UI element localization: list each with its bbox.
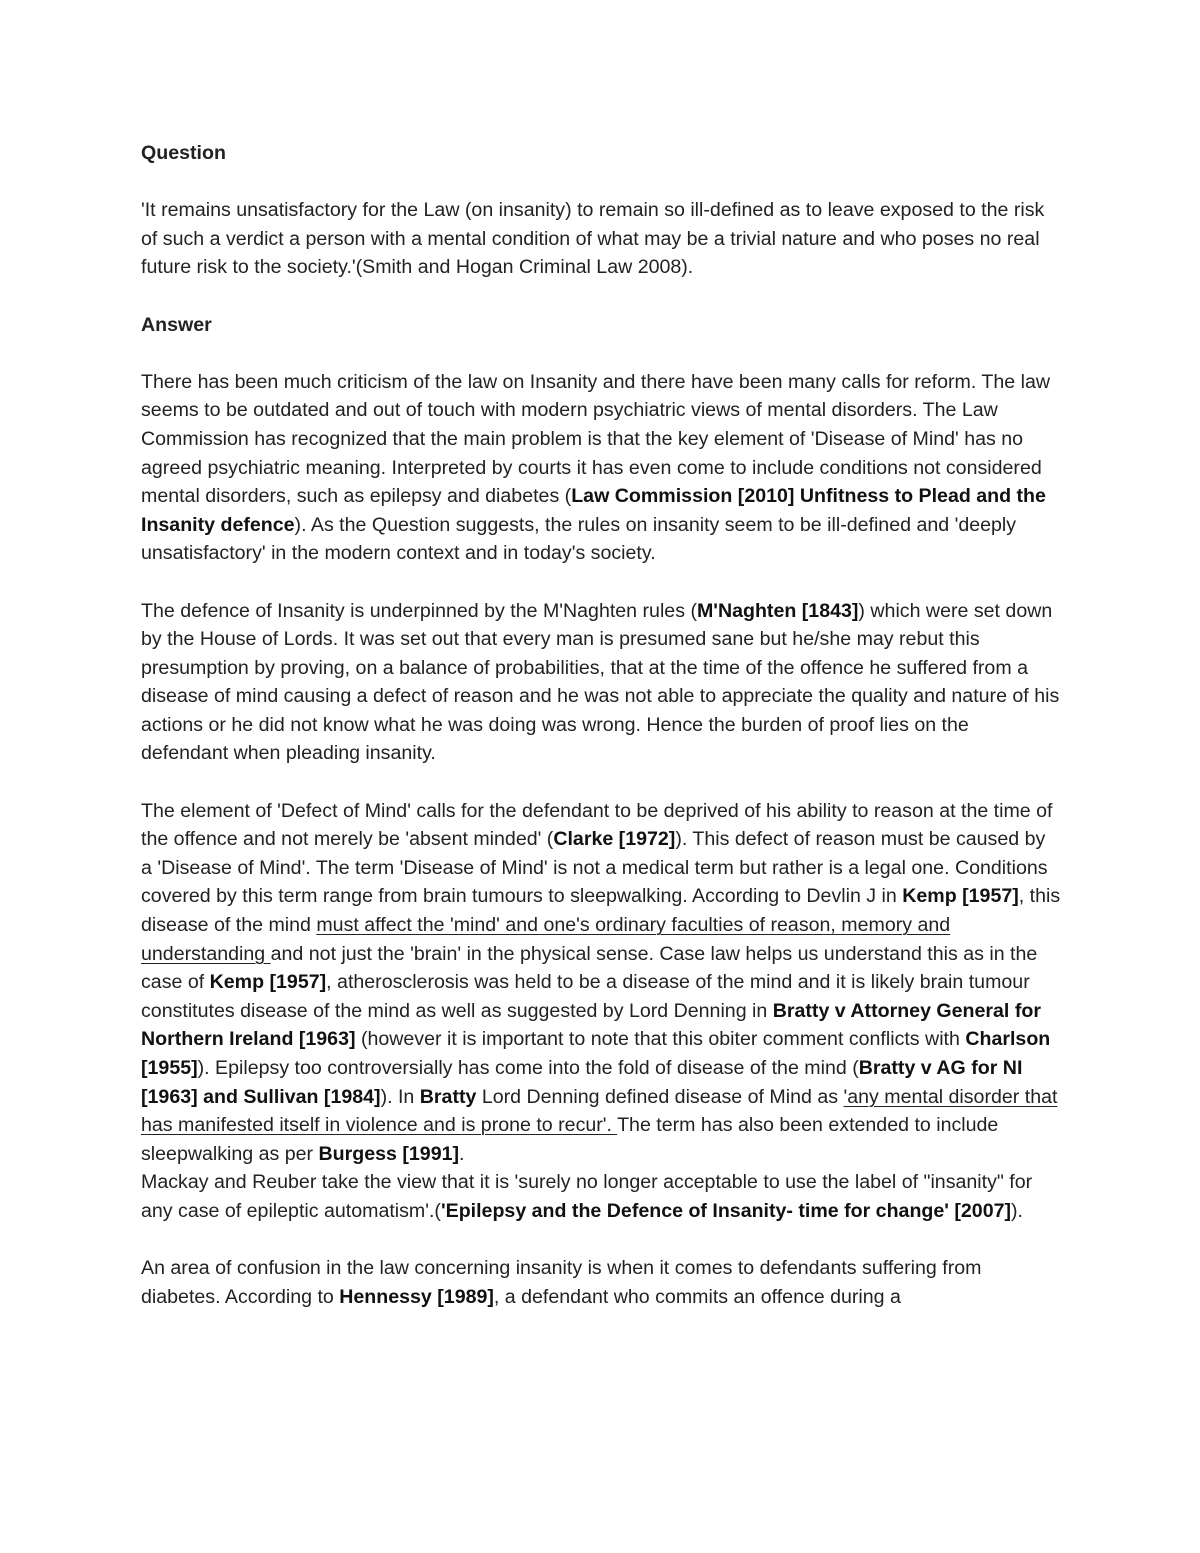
paragraph-text: ).	[1011, 1199, 1023, 1222]
paragraph-text: (however it is important to note that this obiter comment conflicts with	[355, 1028, 966, 1051]
answer-heading: Answer	[141, 313, 212, 336]
case-citation: Bratty v AG for NI [1963] and Sullivan [1984]	[141, 1057, 1023, 1108]
paragraph-text: ). This defect of reason must be caused by a 'Disease of Mind'. The term 'Disease of Mind' is not a medical term but rather is a legal one. Conditions covered by this term range from brain tumours to sleepwalking. According to Devlin J in	[141, 828, 1048, 908]
case-citation: Clarke [1972]	[553, 828, 676, 851]
underlined-quote: 'any mental disorder that has manifested itself in violence and is prone to recur'.	[141, 1085, 1058, 1137]
paragraph-text: ). Epilepsy too controversially has come into the fold of disease of the mind (	[197, 1057, 859, 1079]
paragraph-text: , atherosclerosis was held to be a disease of the mind and it is likely brain tumour constitutes disease of the mind as well as suggested by Lord Denning in	[141, 971, 1030, 1022]
paragraph-text: Mackay and Reuber take the view that it is 'surely no longer acceptable to use the label of "insanity" for any case of epileptic automatism'.(	[141, 1171, 1033, 1222]
paragraph-text: The defence of Insanity is underpinned by the M'Naghten rules (	[141, 599, 697, 622]
case-citation: Law Commission [2010] Unfitness to Plead and the Insanity defence	[141, 485, 1046, 536]
underlined-quote: must affect the 'mind' and one's ordinary faculties of reason, memory and understanding	[141, 914, 951, 965]
case-citation: Kemp [1957]	[209, 971, 327, 994]
case-citation: Burgess [1991]	[318, 1142, 460, 1165]
paragraph-text: The term has also been extended to include sleepwalking as per	[141, 1114, 999, 1165]
paragraph-diabetes	[141, 1254, 1061, 1311]
article-citation: 'Epilepsy and the Defence of Insanity- time for change' [2007]	[440, 1199, 1012, 1222]
case-citation: Bratty v Attorney General for Northern Ireland [1963]	[141, 999, 1041, 1051]
paragraph-criticism	[141, 368, 1061, 568]
paragraph-text: ). In	[380, 1085, 420, 1108]
paragraph-mackay-reuber	[141, 1168, 1061, 1225]
paragraph-text: .	[459, 1142, 465, 1165]
case-citation: Bratty	[419, 1085, 477, 1108]
paragraph-mnaghten-rules	[141, 597, 1061, 769]
case-citation: Hennessy [1989]	[339, 1285, 494, 1308]
question-text: 'It remains unsatisfactory for the Law (on insanity) to remain so ill-defined as to leave exposed to the risk of such a verdict a person with a mental condition of what may be a trivial nature and who poses no real future risk to the society.'(Smith and Hogan Criminal Law 2008).	[141, 199, 1045, 279]
paragraph-text: ). As the Question suggests, the rules on insanity seem to be ill-defined and 'deeply unsatisfactory' in the modern context and in today's society.	[141, 513, 1017, 565]
case-citation: Kemp [1957]	[902, 885, 1019, 908]
paragraph-text: , a defendant who commits an offence during a	[493, 1285, 901, 1308]
case-citation: Charlson [1955]	[141, 1028, 1051, 1079]
paragraph-defect-of-mind	[141, 797, 1061, 1169]
paragraph-text: The element of 'Defect of Mind' calls for the defendant to be deprived of his ability to reason at the time of the offence and not merely be 'absent minded' (	[141, 799, 1053, 851]
paragraph-text: An area of confusion in the law concerning insanity is when it comes to defendants suffering from diabetes. According to	[141, 1257, 982, 1308]
paragraph-text: , this disease of the mind	[141, 885, 1061, 937]
paragraph-text: There has been much criticism of the law on Insanity and there have been many calls for reform. The law seems to be outdated and out of touch with modern psychiatric views of mental disorders. The Law Commission has recognized that the main problem is that the key element of 'Disease of Mind' has no agreed psychiatric meaning. Interpreted by courts it has even come to include conditions not considered mental disorders, such as epilepsy and diabetes (	[141, 370, 1051, 508]
document-body	[141, 139, 1061, 1311]
paragraph-text: Lord Denning defined disease of Mind as	[476, 1085, 844, 1108]
case-citation: M'Naghten [1843]	[696, 599, 859, 622]
paragraph-text: and not just the 'brain' in the physical sense. Case law helps us understand this as in the case of	[141, 942, 1038, 994]
question-heading: Question	[141, 142, 226, 164]
paragraph-text: ) which were set down by the House of Lords. It was set out that every man is presumed sane but he/she may rebut this presumption by proving, on a balance of probabilities, that at the time of the offence he suffered from a disease of mind causing a defect of reason and he was not able to appreciate the quality and nature of his actions or he did not know what he was doing was wrong. Hence the burden of proof lies on the defendant when pleading insanity.	[141, 599, 1060, 765]
